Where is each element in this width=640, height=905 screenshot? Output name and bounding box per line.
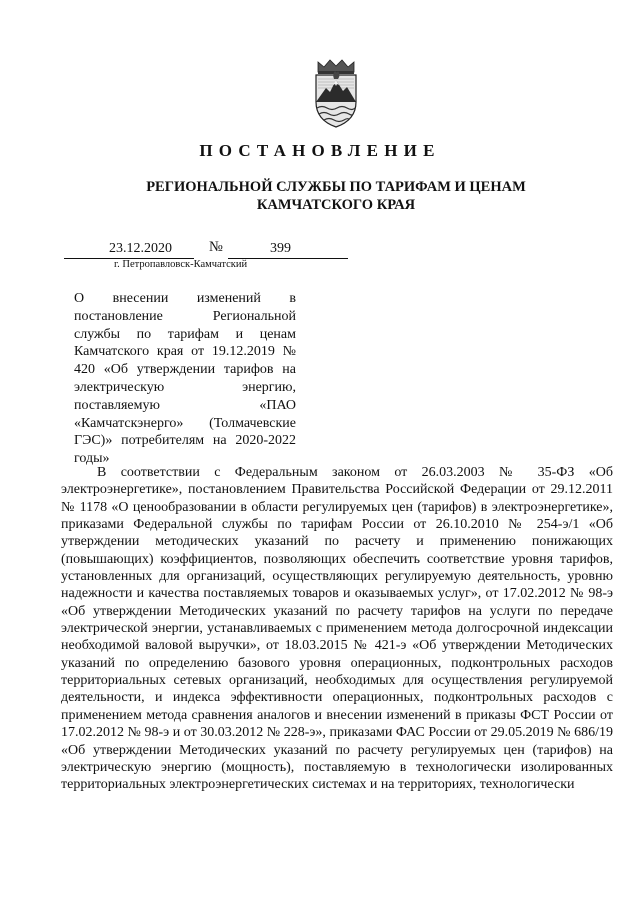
- date-field: [64, 238, 194, 259]
- place-of-issue: г. Петропавловск-Камчатский: [114, 259, 248, 270]
- body-paragraph: В соответствии с Федеральным законом от 26.03.2003 № 35-ФЗ «Об электроэнергетике», постановлением Правительства Российской Федерации от 29.12.2011 № 1178 «О ценообразовании в области регулируемых цен (тарифов) в электроэнергетике», приказами Федеральной службы по тарифам России от 26.10.2010 № 254-э/1 «Об утверждении методических указаний по расчету и применению понижающих (повышающих) коэффициентов, позволяющих обеспечить соответствие уровня тарифов, установленных для организаций, осуществляющих регулируемую деятельность, уровню надежности и качества поставляемых товаров и оказываемых услуг», от 17.02.2012 № 98-э «Об утверждении Методических указаний по расчету тарифов на услуги по передаче электрической энергии, устанавливаемых с применением метода долгосрочной индексации необходимой валовой выручки», от 18.03.2015 № 421-э «Об утверждении Методических указаний по определению базового уровня операционных, подконтрольных расходов территориальных сетевых организаций, необходимых для осуществления регулируемой деятельности, и индекса эффективности операционных, подконтрольных расходов с применением метода сравнения аналогов и внесении изменений в приказы ФСТ России от 17.02.2012 № 98-э и от 30.03.2012 № 228-э», приказами ФАС России от 29.05.2019 № 686/19 «Об утверждении Методических указаний по расчету регулируемых цен (тарифов) на электрическую энергию (мощность), поставляемую в технологически изолированных территориальных электроэнергетических системах и на территориях, технологически: [61, 465, 613, 793]
- number-sign: №: [209, 239, 223, 255]
- document-subject: О внесении изменений в постановление Региональной службы по тарифам и ценам Камчатского края от 19.12.2019 № 420 «Об утверждении тарифов на электрическую энергию, поставляемую «ПАО «Камчатскэнерго» (Толмачевские ГЭС)» потребителям на 2020-2022 годы»: [74, 291, 296, 467]
- authority-line-2: КАМЧАТСКОГО КРАЯ: [256, 197, 416, 213]
- document-date: 23.12.2020: [109, 241, 172, 256]
- authority-line-1: РЕГИОНАЛЬНОЙ СЛУЖБЫ ПО ТАРИФАМ И ЦЕНАМ: [146, 179, 526, 195]
- number-field: [228, 238, 348, 259]
- document-type-title: ПОСТАНОВЛЕНИЕ: [199, 141, 441, 160]
- issuing-authority: [120, 178, 552, 214]
- kamchatka-coat-of-arms-icon: [304, 58, 368, 130]
- document-number: 399: [270, 241, 291, 256]
